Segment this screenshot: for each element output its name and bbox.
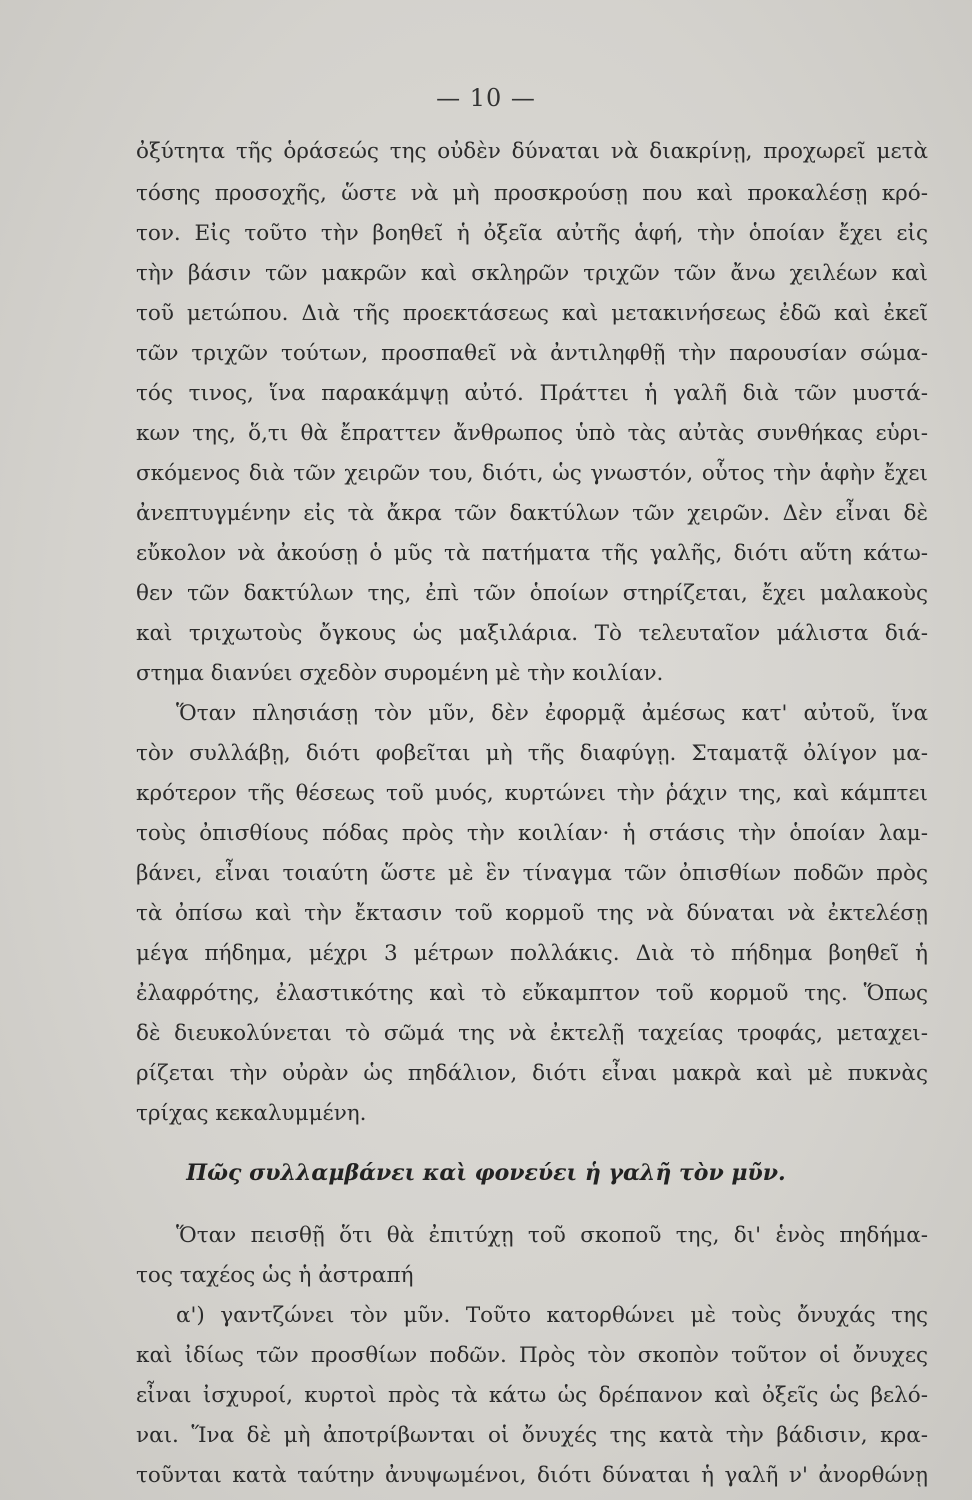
text-line: κρότερον τῆς θέσεως τοῦ μυός, κυρτώνει τὴν ῥάχιν της, καὶ κάμπτει <box>136 781 928 806</box>
text-line: δὲ διευκολύνεται τὸ σῶμά της νὰ ἐκτελῇ ταχείας τροφάς, μεταχει- <box>136 1021 928 1046</box>
text-line: βάνει, εἶναι τοιαύτη ὥστε μὲ ἓν τίναγμα τῶν ὀπισθίων ποδῶν πρὸς <box>136 861 928 886</box>
text-line: ναι. Ἵνα δὲ μὴ ἀποτρίβωνται οἱ ὄνυχές της κατὰ τὴν βάδισιν, κρα- <box>136 1423 928 1448</box>
text-line: τοῦ μετώπου. Διὰ τῆς προεκτάσεως καὶ μετακινήσεως ἐδῶ καὶ ἐκεῖ <box>136 301 928 326</box>
text-line: ρίζεται τὴν οὐρὰν ὡς πηδάλιον, διότι εἶναι μακρὰ καὶ μὲ πυκνὰς <box>136 1061 928 1086</box>
text-line: τὴν βάσιν τῶν μακρῶν καὶ σκληρῶν τριχῶν τῶν ἄνω χειλέων καὶ <box>136 261 928 286</box>
text-line: τοῦνται κατὰ ταύτην ἀνυψωμένοι, διότι δύναται ἡ γαλῆ ν' ἀνορθώνῃ <box>136 1463 928 1488</box>
text-line: θεν τῶν δακτύλων της, ἐπὶ τῶν ὁποίων στηρίζεται, ἔχει μαλακοὺς <box>136 581 928 606</box>
text-line: κων της, ὅ,τι θὰ ἔπραττεν ἄνθρωπος ὑπὸ τὰς αὐτὰς συνθήκας εὑρι- <box>136 421 928 446</box>
text-line: τὸν συλλάβῃ, διότι φοβεῖται μὴ τῆς διαφύγῃ. Σταματᾷ ὀλίγον μα- <box>136 741 928 766</box>
text-line: τός τινος, ἵνα παρακάμψῃ αὐτό. Πράττει ἡ γαλῆ διὰ τῶν μυστά- <box>136 381 928 406</box>
text-line: Ὅταν πεισθῇ ὅτι θὰ ἐπιτύχῃ τοῦ σκοποῦ της, δι' ἑνὸς πηδήμα- <box>176 1223 928 1248</box>
text-line: τοὺς ὀπισθίους πόδας πρὸς τὴν κοιλίαν· ἡ στάσις τὴν ὁποίαν λαμ- <box>136 821 928 846</box>
section-heading: Πῶς συλλαμβάνει καὶ φονεύει ἡ γαλῆ τὸν μῦν. <box>186 1160 786 1186</box>
text-line: τόσης προσοχῆς, ὥστε νὰ μὴ προσκρούσῃ που καὶ προκαλέσῃ κρό- <box>136 181 928 206</box>
text-line: καὶ τριχωτοὺς ὄγκους ὡς μαξιλάρια. Τὸ τελευταῖον μάλιστα διά- <box>136 621 928 646</box>
text-line: ἐλαφρότης, ἐλαστικότης καὶ τὸ εὔκαμπτον τοῦ κορμοῦ της. Ὅπως <box>136 981 928 1006</box>
text-line: ὀξύτητα τῆς ὁράσεώς της οὐδὲν δύναται νὰ διακρίνῃ, προχωρεῖ μετὰ <box>136 139 928 164</box>
text-line: τῶν τριχῶν τούτων, προσπαθεῖ νὰ ἀντιληφθῇ τὴν παρουσίαν σώμα- <box>136 341 928 366</box>
text-line: τος ταχέος ὡς ἡ ἀστραπή <box>136 1263 414 1288</box>
text-line: τον. Εἰς τοῦτο τὴν βοηθεῖ ἡ ὀξεῖα αὐτῆς ἁφή, τὴν ὁποίαν ἔχει εἰς <box>136 221 928 246</box>
text-line: ἀνεπτυγμένην εἰς τὰ ἄκρα τῶν δακτύλων τῶν χειρῶν. Δὲν εἶναι δὲ <box>136 501 928 526</box>
text-line: σκόμενος διὰ τῶν χειρῶν του, διότι, ὡς γνωστόν, οὗτος τὴν ἁφὴν ἔχει <box>136 461 928 486</box>
text-line: τρίχας κεκαλυμμένη. <box>136 1101 367 1126</box>
text-line: εὔκολον νὰ ἀκούσῃ ὁ μῦς τὰ πατήματα τῆς γαλῆς, διότι αὕτη κάτω- <box>136 541 928 566</box>
text-line: μέγα πήδημα, μέχρι 3 μέτρων πολλάκις. Διὰ τὸ πήδημα βοηθεῖ ἡ <box>136 941 928 966</box>
text-line: α') γαντζώνει τὸν μῦν. Τοῦτο κατορθώνει μὲ τοὺς ὄνυχάς της <box>176 1303 928 1328</box>
text-line: εἶναι ἰσχυροί, κυρτοὶ πρὸς τὰ κάτω ὡς δρέπανον καὶ ὀξεῖς ὡς βελό- <box>136 1383 928 1408</box>
text-line: Ὅταν πλησιάσῃ τὸν μῦν, δὲν ἐφορμᾷ ἀμέσως κατ' αὐτοῦ, ἵνα <box>176 701 928 726</box>
text-line: τὰ ὀπίσω καὶ τὴν ἔκτασιν τοῦ κορμοῦ της νὰ δύναται νὰ ἐκτελέσῃ <box>136 901 928 926</box>
page-number: — 10 — <box>436 84 536 112</box>
text-line: στημα διανύει σχεδὸν συρομένη μὲ τὴν κοιλίαν. <box>136 661 664 686</box>
text-line: καὶ ἰδίως τῶν προσθίων ποδῶν. Πρὸς τὸν σκοπὸν τοῦτον οἱ ὄνυχες <box>136 1343 928 1368</box>
